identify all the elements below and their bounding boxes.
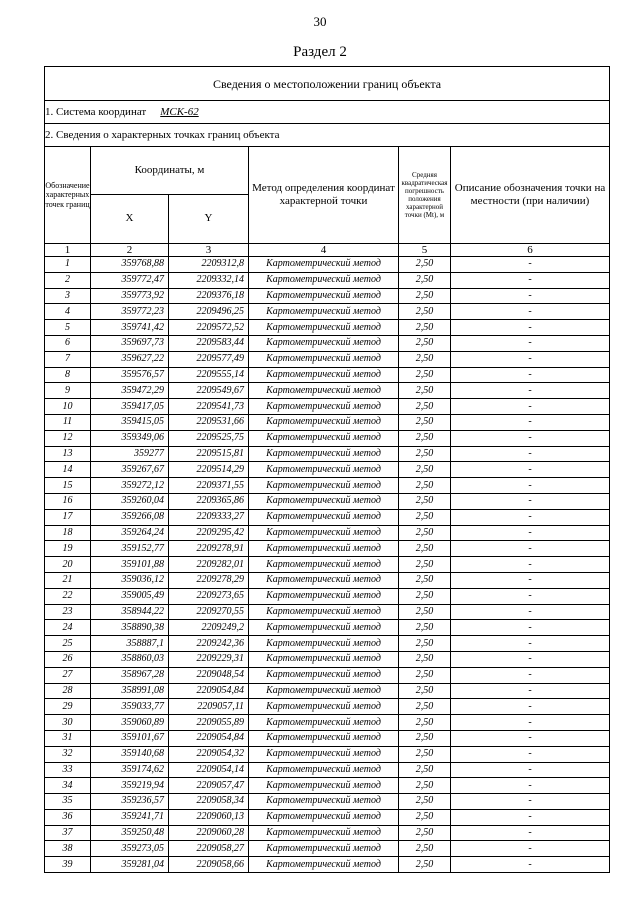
mean-error-cell: 2,50 [399, 288, 451, 304]
x-coordinate-cell: 358860,03 [91, 651, 169, 667]
description-cell: - [451, 509, 610, 525]
method-cell: Картометрический метод [249, 399, 399, 415]
description-cell: - [451, 288, 610, 304]
mean-error-cell: 2,50 [399, 335, 451, 351]
method-cell: Картометрический метод [249, 857, 399, 873]
description-cell: - [451, 620, 610, 636]
y-coordinate-cell: 2209249,2 [169, 620, 249, 636]
description-cell: - [451, 430, 610, 446]
y-coordinate-cell: 2209541,73 [169, 399, 249, 415]
x-coordinate-cell: 359576,57 [91, 367, 169, 383]
method-cell: Картометрический метод [249, 588, 399, 604]
description-cell: - [451, 778, 610, 794]
point-number-cell: 11 [45, 414, 91, 430]
point-number-cell: 4 [45, 304, 91, 320]
point-number-cell: 33 [45, 762, 91, 778]
description-cell: - [451, 383, 610, 399]
point-number-cell: 6 [45, 335, 91, 351]
table-row [45, 446, 610, 462]
table-row [45, 383, 610, 399]
y-coordinate-cell: 2209058,66 [169, 857, 249, 873]
method-cell: Картометрический метод [249, 667, 399, 683]
point-number-cell: 24 [45, 620, 91, 636]
y-coordinate-cell: 2209060,13 [169, 809, 249, 825]
description-cell: - [451, 715, 610, 731]
point-number-cell: 8 [45, 367, 91, 383]
method-cell: Картометрический метод [249, 841, 399, 857]
table-row [45, 541, 610, 557]
coordinate-system-label: 1. Система координат [45, 105, 147, 118]
y-coordinate-cell: 2209048,54 [169, 667, 249, 683]
x-coordinate-cell: 359033,77 [91, 699, 169, 715]
description-cell: - [451, 572, 610, 588]
y-coordinate-cell: 2209278,91 [169, 541, 249, 557]
mean-error-cell: 2,50 [399, 715, 451, 731]
description-cell: - [451, 478, 610, 494]
description-cell: - [451, 604, 610, 620]
point-number-cell: 17 [45, 509, 91, 525]
point-number-cell: 18 [45, 525, 91, 541]
table-row [45, 809, 610, 825]
y-coordinate-cell: 2209054,14 [169, 762, 249, 778]
method-cell: Картометрический метод [249, 620, 399, 636]
header-method: Метод определения координат характерной точки [249, 147, 399, 244]
mean-error-cell: 2,50 [399, 509, 451, 525]
x-coordinate-cell: 359152,77 [91, 541, 169, 557]
description-cell: - [451, 667, 610, 683]
mean-error-cell: 2,50 [399, 762, 451, 778]
method-cell: Картометрический метод [249, 430, 399, 446]
description-cell: - [451, 857, 610, 873]
point-number-cell: 13 [45, 446, 91, 462]
table-row [45, 304, 610, 320]
table-row [45, 257, 610, 273]
table-row [45, 351, 610, 367]
header-point-designation: Обозначение характерных точек границ [45, 147, 91, 244]
table-row [45, 857, 610, 873]
description-cell: - [451, 272, 610, 288]
column-number: 6 [451, 244, 610, 257]
mean-error-cell: 2,50 [399, 414, 451, 430]
mean-error-cell: 2,50 [399, 257, 451, 273]
header-x: X [91, 195, 169, 244]
point-number-cell: 19 [45, 541, 91, 557]
table-row [45, 746, 610, 762]
mean-error-cell: 2,50 [399, 304, 451, 320]
mean-error-cell: 2,50 [399, 699, 451, 715]
point-number-cell: 26 [45, 651, 91, 667]
y-coordinate-cell: 2209055,89 [169, 715, 249, 731]
mean-error-cell: 2,50 [399, 478, 451, 494]
table-row [45, 272, 610, 288]
method-cell: Картометрический метод [249, 414, 399, 430]
y-coordinate-cell: 2209496,25 [169, 304, 249, 320]
x-coordinate-cell: 358890,38 [91, 620, 169, 636]
mean-error-cell: 2,50 [399, 683, 451, 699]
x-coordinate-cell: 359627,22 [91, 351, 169, 367]
table-row [45, 683, 610, 699]
y-coordinate-cell: 2209242,36 [169, 636, 249, 652]
method-cell: Картометрический метод [249, 525, 399, 541]
mean-error-cell: 2,50 [399, 383, 451, 399]
table-row [45, 430, 610, 446]
mean-error-cell: 2,50 [399, 809, 451, 825]
y-coordinate-cell: 2209282,01 [169, 557, 249, 573]
y-coordinate-cell: 2209054,84 [169, 683, 249, 699]
point-number-cell: 20 [45, 557, 91, 573]
x-coordinate-cell: 359281,04 [91, 857, 169, 873]
method-cell: Картометрический метод [249, 509, 399, 525]
mean-error-cell: 2,50 [399, 367, 451, 383]
y-coordinate-cell: 2209525,75 [169, 430, 249, 446]
description-cell: - [451, 493, 610, 509]
point-number-cell: 10 [45, 399, 91, 415]
table-row [45, 525, 610, 541]
description-cell: - [451, 825, 610, 841]
description-cell: - [451, 730, 610, 746]
description-cell: - [451, 809, 610, 825]
description-cell: - [451, 636, 610, 652]
x-coordinate-cell: 359773,92 [91, 288, 169, 304]
column-number: 4 [249, 244, 399, 257]
table-row [45, 478, 610, 494]
x-coordinate-cell: 359260,04 [91, 493, 169, 509]
description-cell: - [451, 651, 610, 667]
table-row [45, 636, 610, 652]
mean-error-cell: 2,50 [399, 399, 451, 415]
point-number-cell: 28 [45, 683, 91, 699]
mean-error-cell: 2,50 [399, 557, 451, 573]
x-coordinate-cell: 359741,42 [91, 320, 169, 336]
description-cell: - [451, 541, 610, 557]
description-cell: - [451, 462, 610, 478]
y-coordinate-cell: 2209229,31 [169, 651, 249, 667]
method-cell: Картометрический метод [249, 383, 399, 399]
description-cell: - [451, 794, 610, 810]
x-coordinate-cell: 358944,22 [91, 604, 169, 620]
point-number-cell: 3 [45, 288, 91, 304]
method-cell: Картометрический метод [249, 651, 399, 667]
x-coordinate-cell: 359264,24 [91, 525, 169, 541]
point-number-cell: 34 [45, 778, 91, 794]
header-mean-error: Средняя квадратическая погрешность положения характерной точки (Mt), м [399, 147, 451, 244]
y-coordinate-cell: 2209371,55 [169, 478, 249, 494]
method-cell: Картометрический метод [249, 288, 399, 304]
y-coordinate-cell: 2209058,34 [169, 794, 249, 810]
x-coordinate-cell: 358887,1 [91, 636, 169, 652]
mean-error-cell: 2,50 [399, 446, 451, 462]
point-number-cell: 27 [45, 667, 91, 683]
description-cell: - [451, 320, 610, 336]
description-cell: - [451, 414, 610, 430]
mean-error-cell: 2,50 [399, 730, 451, 746]
table-row [45, 572, 610, 588]
x-coordinate-cell: 359772,47 [91, 272, 169, 288]
header-coordinates: Координаты, м [91, 147, 249, 195]
y-coordinate-cell: 2209555,14 [169, 367, 249, 383]
header-y: Y [169, 195, 249, 244]
point-number-cell: 15 [45, 478, 91, 494]
method-cell: Картометрический метод [249, 557, 399, 573]
y-coordinate-cell: 2209057,11 [169, 699, 249, 715]
point-number-cell: 30 [45, 715, 91, 731]
method-cell: Картометрический метод [249, 541, 399, 557]
y-coordinate-cell: 2209273,65 [169, 588, 249, 604]
mean-error-cell: 2,50 [399, 525, 451, 541]
y-coordinate-cell: 2209549,67 [169, 383, 249, 399]
boundary-points-table [44, 66, 610, 873]
y-coordinate-cell: 2209295,42 [169, 525, 249, 541]
mean-error-cell: 2,50 [399, 541, 451, 557]
x-coordinate-cell: 359273,05 [91, 841, 169, 857]
x-coordinate-cell: 359697,73 [91, 335, 169, 351]
points-section-label: 2. Сведения о характерных точках границ объекта [45, 124, 610, 147]
method-cell: Картометрический метод [249, 572, 399, 588]
method-cell: Картометрический метод [249, 320, 399, 336]
x-coordinate-cell: 359101,67 [91, 730, 169, 746]
x-coordinate-cell: 359060,89 [91, 715, 169, 731]
description-cell: - [451, 525, 610, 541]
method-cell: Картометрический метод [249, 462, 399, 478]
column-number: 1 [45, 244, 91, 257]
method-cell: Картометрический метод [249, 683, 399, 699]
coordinate-system-row [45, 101, 610, 124]
mean-error-cell: 2,50 [399, 320, 451, 336]
x-coordinate-cell: 359140,68 [91, 746, 169, 762]
method-cell: Картометрический метод [249, 794, 399, 810]
description-cell: - [451, 304, 610, 320]
table-row [45, 399, 610, 415]
method-cell: Картометрический метод [249, 746, 399, 762]
point-number-cell: 2 [45, 272, 91, 288]
mean-error-cell: 2,50 [399, 493, 451, 509]
table-row [45, 841, 610, 857]
point-number-cell: 25 [45, 636, 91, 652]
table-row [45, 557, 610, 573]
mean-error-cell: 2,50 [399, 825, 451, 841]
column-numbers-row [45, 244, 610, 257]
y-coordinate-cell: 2209278,29 [169, 572, 249, 588]
method-cell: Картометрический метод [249, 825, 399, 841]
method-cell: Картометрический метод [249, 257, 399, 273]
y-coordinate-cell: 2209054,84 [169, 730, 249, 746]
point-number-cell: 7 [45, 351, 91, 367]
table-row [45, 794, 610, 810]
x-coordinate-cell: 359772,23 [91, 304, 169, 320]
y-coordinate-cell: 2209333,27 [169, 509, 249, 525]
y-coordinate-cell: 2209060,28 [169, 825, 249, 841]
method-cell: Картометрический метод [249, 493, 399, 509]
method-cell: Картометрический метод [249, 778, 399, 794]
table-title: Сведения о местоположении границ объекта [45, 67, 610, 101]
y-coordinate-cell: 2209531,66 [169, 414, 249, 430]
point-number-cell: 5 [45, 320, 91, 336]
method-cell: Картометрический метод [249, 446, 399, 462]
description-cell: - [451, 367, 610, 383]
point-number-cell: 12 [45, 430, 91, 446]
method-cell: Картометрический метод [249, 636, 399, 652]
description-cell: - [451, 399, 610, 415]
method-cell: Картометрический метод [249, 715, 399, 731]
y-coordinate-cell: 2209057,47 [169, 778, 249, 794]
description-cell: - [451, 351, 610, 367]
mean-error-cell: 2,50 [399, 620, 451, 636]
x-coordinate-cell: 359768,88 [91, 257, 169, 273]
x-coordinate-cell: 359101,88 [91, 557, 169, 573]
point-number-cell: 29 [45, 699, 91, 715]
table-row [45, 715, 610, 731]
x-coordinate-cell: 359417,05 [91, 399, 169, 415]
x-coordinate-cell: 358967,28 [91, 667, 169, 683]
method-cell: Картометрический метод [249, 304, 399, 320]
method-cell: Картометрический метод [249, 604, 399, 620]
x-coordinate-cell: 359174,62 [91, 762, 169, 778]
y-coordinate-cell: 2209365,86 [169, 493, 249, 509]
mean-error-cell: 2,50 [399, 841, 451, 857]
mean-error-cell: 2,50 [399, 746, 451, 762]
x-coordinate-cell: 359272,12 [91, 478, 169, 494]
table-row [45, 604, 610, 620]
table-row [45, 509, 610, 525]
y-coordinate-cell: 2209376,18 [169, 288, 249, 304]
method-cell: Картометрический метод [249, 730, 399, 746]
y-coordinate-cell: 2209514,29 [169, 462, 249, 478]
header-description: Описание обозначения точки на местности (при наличии) [451, 147, 610, 244]
description-cell: - [451, 683, 610, 699]
table-row [45, 699, 610, 715]
description-cell: - [451, 557, 610, 573]
method-cell: Картометрический метод [249, 762, 399, 778]
mean-error-cell: 2,50 [399, 857, 451, 873]
point-number-cell: 9 [45, 383, 91, 399]
point-number-cell: 36 [45, 809, 91, 825]
point-number-cell: 1 [45, 257, 91, 273]
point-number-cell: 16 [45, 493, 91, 509]
y-coordinate-cell: 2209583,44 [169, 335, 249, 351]
y-coordinate-cell: 2209332,14 [169, 272, 249, 288]
table-row [45, 588, 610, 604]
column-number: 3 [169, 244, 249, 257]
table-row [45, 667, 610, 683]
section-title: Раздел 2 [293, 44, 347, 60]
y-coordinate-cell: 2209058,27 [169, 841, 249, 857]
x-coordinate-cell: 359005,49 [91, 588, 169, 604]
column-number: 2 [91, 244, 169, 257]
y-coordinate-cell: 2209515,81 [169, 446, 249, 462]
mean-error-cell: 2,50 [399, 636, 451, 652]
mean-error-cell: 2,50 [399, 272, 451, 288]
point-number-cell: 39 [45, 857, 91, 873]
mean-error-cell: 2,50 [399, 604, 451, 620]
point-number-cell: 32 [45, 746, 91, 762]
description-cell: - [451, 699, 610, 715]
x-coordinate-cell: 359349,06 [91, 430, 169, 446]
description-cell: - [451, 335, 610, 351]
method-cell: Картометрический метод [249, 809, 399, 825]
mean-error-cell: 2,50 [399, 667, 451, 683]
mean-error-cell: 2,50 [399, 588, 451, 604]
description-cell: - [451, 746, 610, 762]
table-row [45, 414, 610, 430]
x-coordinate-cell: 359241,71 [91, 809, 169, 825]
mean-error-cell: 2,50 [399, 572, 451, 588]
x-coordinate-cell: 359472,29 [91, 383, 169, 399]
description-cell: - [451, 762, 610, 778]
x-coordinate-cell: 359250,48 [91, 825, 169, 841]
table-row [45, 288, 610, 304]
y-coordinate-cell: 2209572,52 [169, 320, 249, 336]
mean-error-cell: 2,50 [399, 651, 451, 667]
column-number: 5 [399, 244, 451, 257]
page-number: 30 [313, 14, 327, 29]
coordinate-system-value: МСК-62 [160, 105, 199, 118]
x-coordinate-cell: 359236,57 [91, 794, 169, 810]
description-cell: - [451, 446, 610, 462]
x-coordinate-cell: 359415,05 [91, 414, 169, 430]
x-coordinate-cell: 358991,08 [91, 683, 169, 699]
point-number-cell: 21 [45, 572, 91, 588]
table-row [45, 320, 610, 336]
y-coordinate-cell: 2209312,8 [169, 257, 249, 273]
point-number-cell: 31 [45, 730, 91, 746]
method-cell: Картометрический метод [249, 699, 399, 715]
x-coordinate-cell: 359219,94 [91, 778, 169, 794]
y-coordinate-cell: 2209577,49 [169, 351, 249, 367]
point-number-cell: 14 [45, 462, 91, 478]
y-coordinate-cell: 2209054,32 [169, 746, 249, 762]
method-cell: Картометрический метод [249, 367, 399, 383]
point-number-cell: 35 [45, 794, 91, 810]
table-row [45, 762, 610, 778]
point-number-cell: 22 [45, 588, 91, 604]
x-coordinate-cell: 359266,08 [91, 509, 169, 525]
point-number-cell: 23 [45, 604, 91, 620]
point-number-cell: 38 [45, 841, 91, 857]
description-cell: - [451, 588, 610, 604]
table-row [45, 462, 610, 478]
table-row [45, 825, 610, 841]
table-row [45, 651, 610, 667]
table-row [45, 620, 610, 636]
mean-error-cell: 2,50 [399, 351, 451, 367]
description-cell: - [451, 257, 610, 273]
y-coordinate-cell: 2209270,55 [169, 604, 249, 620]
table-row [45, 730, 610, 746]
x-coordinate-cell: 359277 [91, 446, 169, 462]
x-coordinate-cell: 359036,12 [91, 572, 169, 588]
table-row [45, 493, 610, 509]
mean-error-cell: 2,50 [399, 430, 451, 446]
x-coordinate-cell: 359267,67 [91, 462, 169, 478]
table-row [45, 367, 610, 383]
point-number-cell: 37 [45, 825, 91, 841]
mean-error-cell: 2,50 [399, 462, 451, 478]
mean-error-cell: 2,50 [399, 778, 451, 794]
method-cell: Картометрический метод [249, 272, 399, 288]
method-cell: Картометрический метод [249, 478, 399, 494]
description-cell: - [451, 841, 610, 857]
method-cell: Картометрический метод [249, 335, 399, 351]
method-cell: Картометрический метод [249, 351, 399, 367]
table-row [45, 778, 610, 794]
mean-error-cell: 2,50 [399, 794, 451, 810]
table-row [45, 335, 610, 351]
